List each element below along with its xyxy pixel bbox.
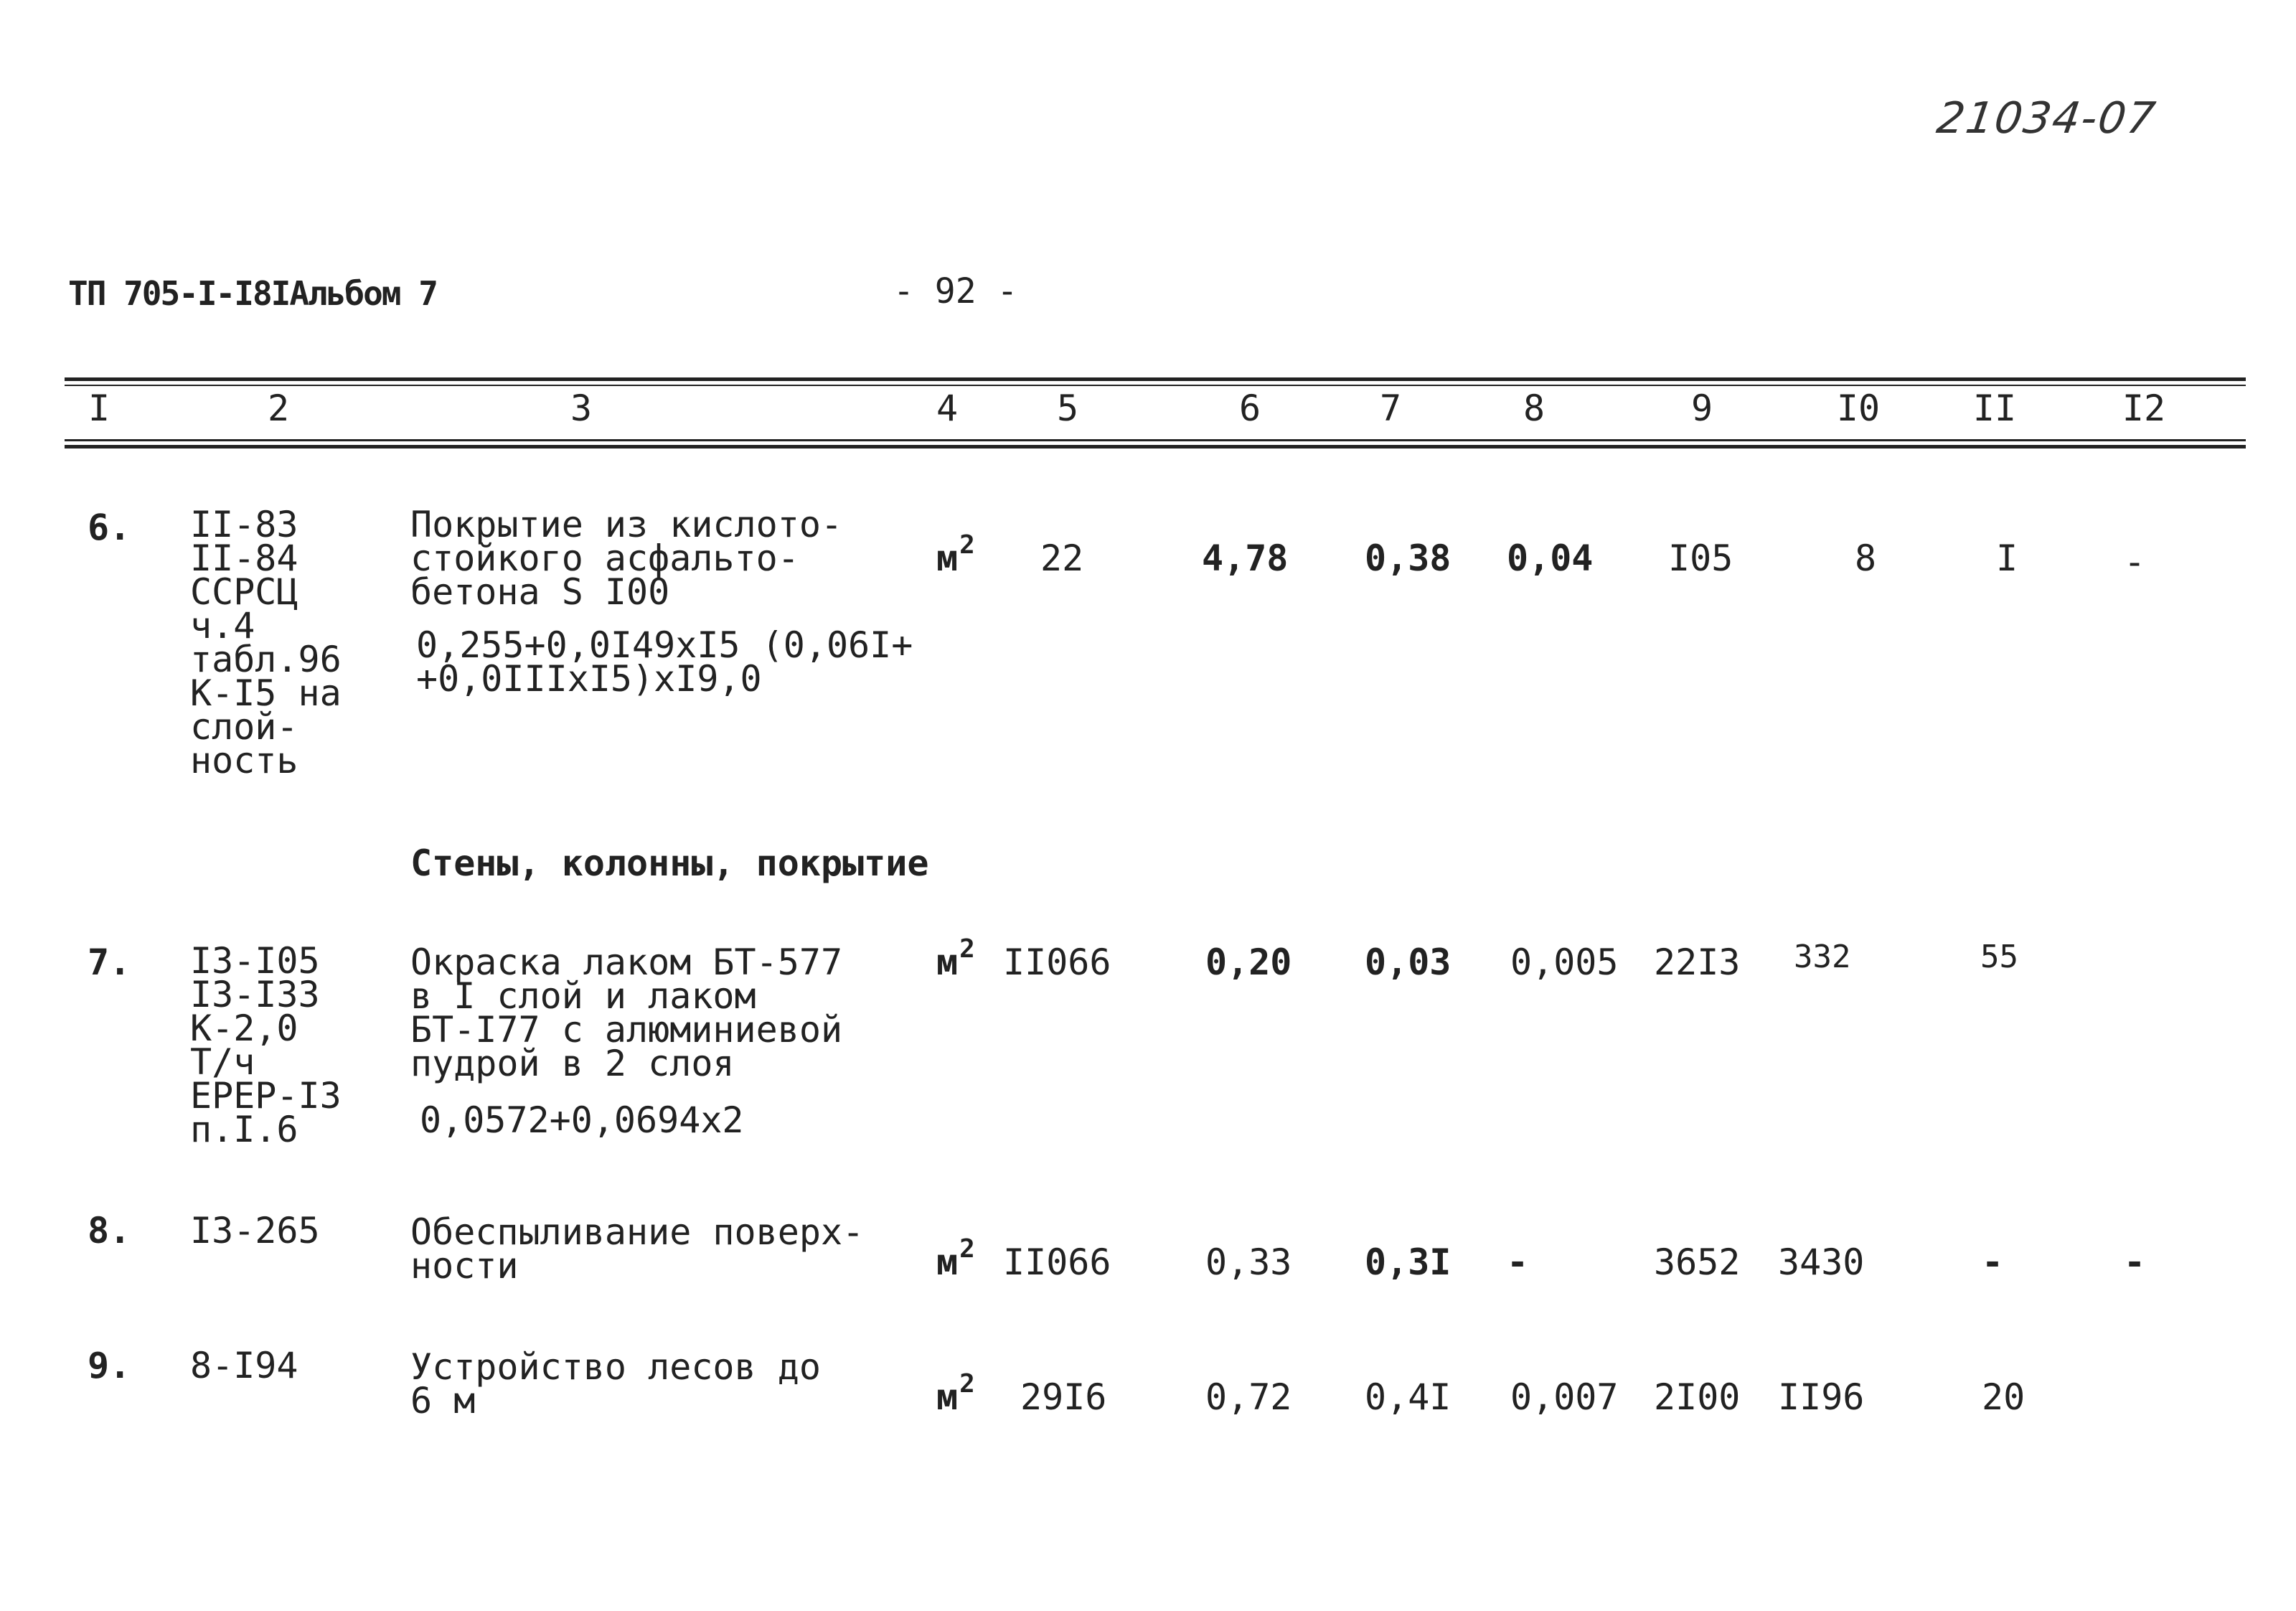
- volume-formula: [416, 624, 913, 700]
- value-col10: II96: [1778, 1376, 1865, 1418]
- work-description: [410, 941, 843, 1084]
- row-number: 7.: [88, 941, 131, 983]
- value-col10: 8: [1855, 537, 1877, 579]
- section-title: Стены, колонны, покрытие: [410, 842, 929, 884]
- unit: $м^2$: [936, 934, 975, 983]
- value-col9: 22I3: [1654, 941, 1741, 983]
- description-line: Окраска лаком БТ-577: [410, 941, 843, 983]
- value-col12: -: [2124, 541, 2146, 583]
- value-col6: 0,72: [1205, 1376, 1292, 1418]
- norm-reference: [190, 504, 342, 781]
- value-col9: 3652: [1654, 1241, 1741, 1283]
- header-bottom-rule-2: [65, 445, 2246, 448]
- unit: $м^2$: [936, 1234, 975, 1283]
- description-line: Покрытие из кислото-: [410, 504, 843, 545]
- value-col6: 4,78: [1202, 537, 1289, 579]
- column-header-11: II: [1972, 388, 2017, 429]
- description-line: БТ-I77 с алюминиевой: [410, 1009, 843, 1051]
- description-line: 6 м: [410, 1380, 476, 1422]
- norm-line: ЕРЕР-I3: [190, 1075, 342, 1117]
- column-header-12: I2: [2122, 388, 2166, 429]
- row-number: 6.: [88, 507, 131, 548]
- work-description: [410, 1346, 821, 1422]
- value-col7: 0,03: [1365, 941, 1452, 983]
- formula-line: +0,0IIIxI5)xI9,0: [416, 658, 762, 700]
- value-col9: 2I00: [1654, 1376, 1741, 1418]
- value-col10: 3430: [1778, 1241, 1865, 1283]
- column-header-8: 8: [1523, 388, 1545, 429]
- norm-line: 8-I94: [190, 1345, 298, 1386]
- column-header-6: 6: [1238, 388, 1261, 429]
- volume-formula: [420, 1099, 744, 1141]
- column-header-3: 3: [570, 388, 593, 429]
- header-bottom-rule: [65, 439, 2246, 441]
- description-line: бетона S I00: [410, 571, 670, 613]
- work-description: [410, 1211, 865, 1287]
- norm-line: I3-I05: [190, 940, 320, 982]
- norm-line: II-83: [190, 504, 298, 545]
- norm-reference: [190, 1345, 298, 1386]
- column-header-2: 2: [267, 388, 290, 429]
- norm-line: II-84: [190, 537, 298, 579]
- norm-line: I3-265: [190, 1210, 320, 1251]
- column-header-10: I0: [1836, 388, 1881, 429]
- value-col8: -: [1507, 1241, 1529, 1283]
- norm-line: слой-: [190, 706, 298, 748]
- norm-line: ность: [190, 740, 298, 781]
- description-line: Обеспыливание поверх-: [410, 1211, 865, 1253]
- quantity: II066: [1003, 1241, 1111, 1283]
- norm-line: п.I.6: [190, 1109, 298, 1150]
- formula-line: 0,255+0,0I49xI5 (0,06I+: [416, 624, 913, 666]
- value-col8: 0,005: [1510, 941, 1619, 983]
- formula-line: 0,0572+0,0694x2: [420, 1099, 744, 1141]
- quantity: 22: [1040, 537, 1084, 579]
- value-col9: I05: [1668, 537, 1733, 579]
- work-description: [410, 504, 843, 613]
- archive-number: 21034-07: [1934, 93, 2160, 144]
- norm-line: К-2,0: [190, 1008, 298, 1049]
- value-col6: 0,20: [1205, 941, 1292, 983]
- description-line: стойкого асфальто-: [410, 537, 799, 579]
- norm-line: I3-I33: [190, 974, 320, 1015]
- column-header-7: 7: [1379, 388, 1402, 429]
- unit: $м^2$: [936, 1369, 975, 1418]
- description-line: Устройство лесов до: [410, 1346, 821, 1388]
- column-header-9: 9: [1690, 388, 1713, 429]
- value-col11: 20: [1982, 1376, 2026, 1418]
- album-reference: ТП 705-I-I8IАльбом 7: [68, 274, 437, 313]
- norm-line: ч.4: [190, 605, 255, 647]
- description-line: ности: [410, 1245, 519, 1287]
- value-col11: 55: [1980, 939, 2018, 975]
- norm-reference: [190, 940, 342, 1150]
- value-col7: 0,38: [1365, 537, 1452, 579]
- quantity: 29I6: [1020, 1376, 1107, 1418]
- row-number: 8.: [88, 1210, 131, 1251]
- description-line: в I слой и лаком: [410, 975, 756, 1017]
- value-col11: -: [1982, 1241, 2004, 1283]
- norm-reference: [190, 1210, 320, 1251]
- value-col10: 332: [1794, 939, 1851, 975]
- table-top-rule-2: [65, 385, 2246, 386]
- column-header-5: 5: [1056, 388, 1079, 429]
- value-col8: 0,007: [1510, 1376, 1619, 1418]
- norm-line: ССРСЦ: [190, 571, 298, 613]
- norm-line: К-I5 на: [190, 672, 342, 714]
- description-line: пудрой в 2 слоя: [410, 1043, 735, 1084]
- quantity: II066: [1003, 941, 1111, 983]
- value-col7: 0,3I: [1365, 1241, 1452, 1283]
- value-col11: I: [1996, 537, 2018, 579]
- column-header-4: 4: [936, 388, 959, 429]
- unit: $м^2$: [936, 530, 975, 579]
- value-col7: 0,4I: [1365, 1376, 1452, 1418]
- norm-line: табл.96: [190, 639, 342, 680]
- table-top-rule: [65, 377, 2246, 381]
- value-col12: -: [2124, 1241, 2146, 1283]
- page-number: - 92 -: [893, 271, 1018, 311]
- norm-line: Т/ч: [190, 1041, 255, 1083]
- column-header-1: I: [88, 388, 110, 429]
- value-col8: 0,04: [1507, 537, 1594, 579]
- row-number: 9.: [88, 1345, 131, 1386]
- value-col6: 0,33: [1205, 1241, 1292, 1283]
